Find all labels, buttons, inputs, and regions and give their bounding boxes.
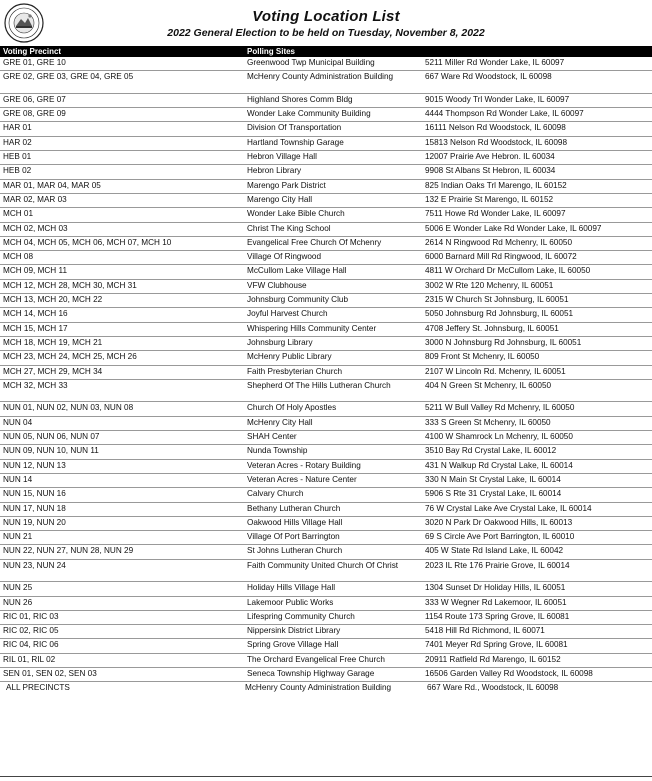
precinct-cell: MCH 14, MCH 16	[3, 309, 68, 319]
table-row	[0, 417, 652, 431]
table-row	[0, 488, 652, 502]
address-cell: 3510 Bay Rd Crystal Lake, IL 60012	[425, 446, 557, 456]
address-cell: 333 S Green St Mchenry, IL 60050	[425, 417, 551, 427]
precinct-cell: HEB 01	[3, 152, 32, 162]
table-header	[0, 46, 652, 57]
address-cell: 7401 Meyer Rd Spring Grove, IL 60081	[425, 640, 568, 650]
polling-site-cell: Holiday Hills Village Hall	[247, 583, 336, 593]
precinct-cell: NUN 09, NUN 10, NUN 11	[3, 446, 99, 456]
table-row	[0, 180, 652, 194]
precinct-cell: NUN 26	[3, 597, 33, 607]
polling-site-cell: Seneca Township Highway Garage	[247, 669, 375, 679]
bottom-rule	[0, 776, 652, 777]
polling-site-cell: Marengo Park District	[247, 180, 326, 190]
table-row	[0, 545, 652, 559]
table-row	[0, 137, 652, 151]
address-cell: 76 W Crystal Lake Ave Crystal Lake, IL 60014	[425, 503, 592, 513]
polling-site-cell: McHenry County Administration Building	[245, 683, 392, 693]
precinct-cell: NUN 04	[3, 417, 33, 427]
precinct-cell: RIC 02, RIC 05	[3, 626, 59, 636]
table-row	[0, 237, 652, 251]
precinct-cell: MCH 12, MCH 28, MCH 30, MCH 31	[3, 280, 137, 290]
precinct-cell: MCH 32, MCH 33	[3, 380, 68, 390]
precinct-cell: MAR 01, MAR 04, MAR 05	[3, 180, 101, 190]
address-cell: 12007 Prairie Ave Hebron. IL 60034	[425, 152, 555, 162]
address-cell: 5050 Johnsburg Rd Johnsburg, IL 60051	[425, 309, 574, 319]
address-cell: 2614 N Ringwood Rd Mchenry, IL 60050	[425, 237, 573, 247]
address-cell: 20911 Ratfield Rd Marengo, IL 60152	[425, 654, 561, 664]
address-cell: 330 N Main St Crystal Lake, IL 60014	[425, 474, 561, 484]
address-cell: 1154 Route 173 Spring Grove, IL 60081	[425, 611, 570, 621]
polling-site-cell: Nunda Township	[247, 446, 308, 456]
polling-site-cell: Oakwood Hills Village Hall	[247, 517, 343, 527]
polling-site-cell: Marengo City Hall	[247, 194, 313, 204]
table-row	[0, 194, 652, 208]
table-row	[0, 460, 652, 474]
address-cell: 3002 W Rte 120 Mchenry, IL 60051	[425, 280, 554, 290]
polling-location-table	[0, 57, 652, 697]
polling-site-cell: Bethany Lutheran Church	[247, 503, 341, 513]
polling-site-cell: Veteran Acres - Rotary Building	[247, 460, 361, 470]
address-cell: 809 Front St Mchenry, IL 60050	[425, 352, 540, 362]
address-cell: 2315 W Church St Johnsburg, IL 60051	[425, 295, 569, 305]
precinct-cell: HEB 02	[3, 166, 32, 176]
polling-site-cell: Johnsburg Library	[247, 337, 313, 347]
table-row	[0, 503, 652, 517]
table-row	[0, 251, 652, 265]
precinct-cell: NUN 15, NUN 16	[3, 489, 66, 499]
table-row	[0, 366, 652, 380]
table-row	[0, 531, 652, 545]
table-row	[0, 308, 652, 322]
polling-site-cell: Faith Community United Church Of Christ	[247, 560, 399, 570]
precinct-cell: NUN 14	[3, 474, 33, 484]
address-cell: 16111 Nelson Rd Woodstock, IL 60098	[425, 123, 566, 133]
table-row	[0, 380, 652, 403]
table-row	[0, 108, 652, 122]
address-cell: 5906 S Rte 31 Crystal Lake, IL 60014	[425, 489, 562, 499]
precinct-cell: SEN 01, SEN 02, SEN 03	[3, 669, 97, 679]
precinct-cell: NUN 22, NUN 27, NUN 28, NUN 29	[3, 546, 134, 556]
polling-site-cell: McHenry Public Library	[247, 352, 332, 362]
polling-site-cell: Highland Shores Comm Bldg	[247, 94, 353, 104]
table-row	[0, 122, 652, 136]
address-cell: 333 W Wegner Rd Lakemoor, IL 60051	[425, 597, 567, 607]
polling-site-cell: Shepherd Of The Hills Lutheran Church	[247, 380, 391, 390]
precinct-cell: GRE 08, GRE 09	[3, 109, 66, 119]
precinct-cell: MCH 18, MCH 19, MCH 21	[3, 337, 103, 347]
address-cell: 69 S Circle Ave Port Barrington, IL 60010	[425, 532, 575, 542]
address-cell: 667 Ware Rd., Woodstock, IL 60098	[427, 683, 559, 693]
table-row	[0, 337, 652, 351]
precinct-cell: MCH 15, MCH 17	[3, 323, 68, 333]
polling-site-cell: Lakemoor Public Works	[247, 597, 334, 607]
precinct-cell: ALL PRECINCTS	[6, 683, 70, 693]
address-cell: 16506 Garden Valley Rd Woodstock, IL 60098	[425, 669, 593, 679]
column-header-precinct: Voting Precinct	[3, 47, 62, 56]
precinct-cell: GRE 02, GRE 03, GRE 04, GRE 05	[3, 72, 134, 82]
table-row	[0, 280, 652, 294]
polling-site-cell: VFW Clubhouse	[247, 280, 307, 290]
polling-site-cell: Joyful Harvest Church	[247, 309, 328, 319]
polling-site-cell: Wonder Lake Community Building	[247, 109, 371, 119]
polling-site-cell: SHAH Center	[247, 432, 297, 442]
precinct-cell: NUN 25	[3, 583, 33, 593]
precinct-cell: GRE 06, GRE 07	[3, 94, 66, 104]
table-row	[0, 517, 652, 531]
precinct-cell: MAR 02, MAR 03	[3, 194, 67, 204]
address-cell: 6000 Barnard Mill Rd Ringwood, IL 60072	[425, 252, 577, 262]
address-cell: 2023 IL Rte 176 Prairie Grove, IL 60014	[425, 560, 570, 570]
page-subtitle: 2022 General Election to be held on Tuesday, November 8, 2022	[167, 27, 485, 39]
table-row	[0, 351, 652, 365]
precinct-cell: RIC 04, RIC 06	[3, 640, 59, 650]
precinct-cell: NUN 21	[3, 532, 33, 542]
table-row	[0, 445, 652, 459]
address-cell: 404 N Green St Mchenry, IL 60050	[425, 380, 552, 390]
polling-site-cell: Calvary Church	[247, 489, 304, 499]
precinct-cell: GRE 01, GRE 10	[3, 58, 66, 67]
table-row	[0, 682, 652, 696]
table-row	[0, 431, 652, 445]
precinct-cell: MCH 27, MCH 29, MCH 34	[3, 366, 103, 376]
precinct-cell: RIC 01, RIC 03	[3, 611, 59, 621]
polling-site-cell: Wonder Lake Bible Church	[247, 209, 345, 219]
polling-site-cell: Faith Presbyterian Church	[247, 366, 343, 376]
polling-site-cell: Nippersink District Library	[247, 626, 341, 636]
polling-site-cell: Church Of Holy Apostles	[247, 403, 337, 413]
polling-site-cell: Lifespring Community Church	[247, 611, 355, 621]
polling-site-cell: Division Of Transportation	[247, 123, 342, 133]
table-row	[0, 639, 652, 653]
table-row	[0, 560, 652, 583]
polling-site-cell: Greenwood Twp Municipal Building	[247, 58, 375, 67]
address-cell: 9908 St Albans St Hebron, IL 60034	[425, 166, 556, 176]
polling-site-cell: Spring Grove Village Hall	[247, 640, 339, 650]
polling-site-cell: Whispering Hills Community Center	[247, 323, 377, 333]
precinct-cell: NUN 17, NUN 18	[3, 503, 66, 513]
address-cell: 5211 W Bull Valley Rd Mchenry, IL 60050	[425, 403, 575, 413]
address-cell: 4100 W Shamrock Ln Mchenry, IL 60050	[425, 432, 573, 442]
address-cell: 2107 W Lincoln Rd. Mchenry, IL 60051	[425, 366, 566, 376]
precinct-cell: MCH 01	[3, 209, 34, 219]
address-cell: 5418 Hill Rd Richmond, IL 60071	[425, 626, 545, 636]
address-cell: 1304 Sunset Dr Holiday Hills, IL 60051	[425, 583, 566, 593]
polling-site-cell: The Orchard Evangelical Free Church	[247, 654, 385, 664]
table-row	[0, 57, 652, 71]
polling-site-cell: Veteran Acres - Nature Center	[247, 474, 357, 484]
table-row	[0, 625, 652, 639]
address-cell: 15813 Nelson Rd Woodstock, IL 60098	[425, 137, 568, 147]
polling-site-cell: St Johns Lutheran Church	[247, 546, 343, 556]
table-row	[0, 582, 652, 596]
address-cell: 4444 Thompson Rd Wonder Lake, IL 60097	[425, 109, 584, 119]
polling-site-cell: Johnsburg Community Club	[247, 295, 349, 305]
precinct-cell: MCH 13, MCH 20, MCH 22	[3, 295, 103, 305]
table-row	[0, 151, 652, 165]
table-row	[0, 165, 652, 179]
precinct-cell: HAR 01	[3, 123, 32, 133]
polling-site-cell: McHenry City Hall	[247, 417, 313, 427]
table-row	[0, 208, 652, 222]
precinct-cell: MCH 23, MCH 24, MCH 25, MCH 26	[3, 352, 137, 362]
table-row	[0, 474, 652, 488]
polling-site-cell: McHenry County Administration Building	[247, 72, 394, 82]
column-header-polling-site: Polling Sites	[247, 47, 296, 56]
table-row	[0, 71, 652, 94]
table-row	[0, 223, 652, 237]
table-row	[0, 597, 652, 611]
precinct-cell: NUN 19, NUN 20	[3, 517, 66, 527]
precinct-cell: NUN 12, NUN 13	[3, 460, 66, 470]
address-cell: 405 W State Rd Island Lake, IL 60042	[425, 546, 564, 556]
address-cell: 4708 Jeffery St. Johnsburg, IL 60051	[425, 323, 559, 333]
table-row	[0, 668, 652, 682]
table-row	[0, 654, 652, 668]
address-cell: 825 Indian Oaks Trl Marengo, IL 60152	[425, 180, 567, 190]
precinct-cell: MCH 04, MCH 05, MCH 06, MCH 07, MCH 10	[3, 237, 172, 247]
table-row	[0, 402, 652, 416]
address-cell: 132 E Prairie St Marengo, IL 60152	[425, 194, 554, 204]
polling-site-cell: Village Of Port Barrington	[247, 532, 340, 542]
table-row	[0, 294, 652, 308]
polling-site-cell: Christ The King School	[247, 223, 331, 233]
table-row	[0, 323, 652, 337]
precinct-cell: NUN 23, NUN 24	[3, 560, 66, 570]
polling-site-cell: Hartland Township Garage	[247, 137, 344, 147]
table-row	[0, 611, 652, 625]
precinct-cell: MCH 09, MCH 11	[3, 266, 67, 276]
polling-site-cell: Village Of Ringwood	[247, 252, 322, 262]
address-cell: 9015 Woody Trl Wonder Lake, IL 60097	[425, 94, 570, 104]
precinct-cell: NUN 01, NUN 02, NUN 03, NUN 08	[3, 403, 134, 413]
address-cell: 5211 Miller Rd Wonder Lake, IL 60097	[425, 58, 565, 67]
precinct-cell: RIL 01, RIL 02	[3, 654, 56, 664]
polling-site-cell: Evangelical Free Church Of Mchenry	[247, 237, 382, 247]
precinct-cell: MCH 08	[3, 252, 34, 262]
page-title: Voting Location List	[252, 8, 400, 25]
address-cell: 3000 N Johnsburg Rd Johnsburg, IL 60051	[425, 337, 582, 347]
address-cell: 3020 N Park Dr Oakwood Hills, IL 60013	[425, 517, 573, 527]
precinct-cell: NUN 05, NUN 06, NUN 07	[3, 432, 100, 442]
precinct-cell: MCH 02, MCH 03	[3, 223, 68, 233]
address-cell: 4811 W Orchard Dr McCullom Lake, IL 60050	[425, 266, 591, 276]
polling-site-cell: McCullom Lake Village Hall	[247, 266, 347, 276]
precinct-cell: HAR 02	[3, 137, 32, 147]
table-row	[0, 94, 652, 108]
address-cell: 431 N Walkup Rd Crystal Lake, IL 60014	[425, 460, 573, 470]
address-cell: 5006 E Wonder Lake Rd Wonder Lake, IL 60097	[425, 223, 602, 233]
table-row	[0, 265, 652, 279]
address-cell: 667 Ware Rd Woodstock, IL 60098	[425, 72, 552, 82]
polling-site-cell: Hebron Village Hall	[247, 152, 317, 162]
polling-site-cell: Hebron Library	[247, 166, 302, 176]
address-cell: 7511 Howe Rd Wonder Lake, IL 60097	[425, 209, 566, 219]
